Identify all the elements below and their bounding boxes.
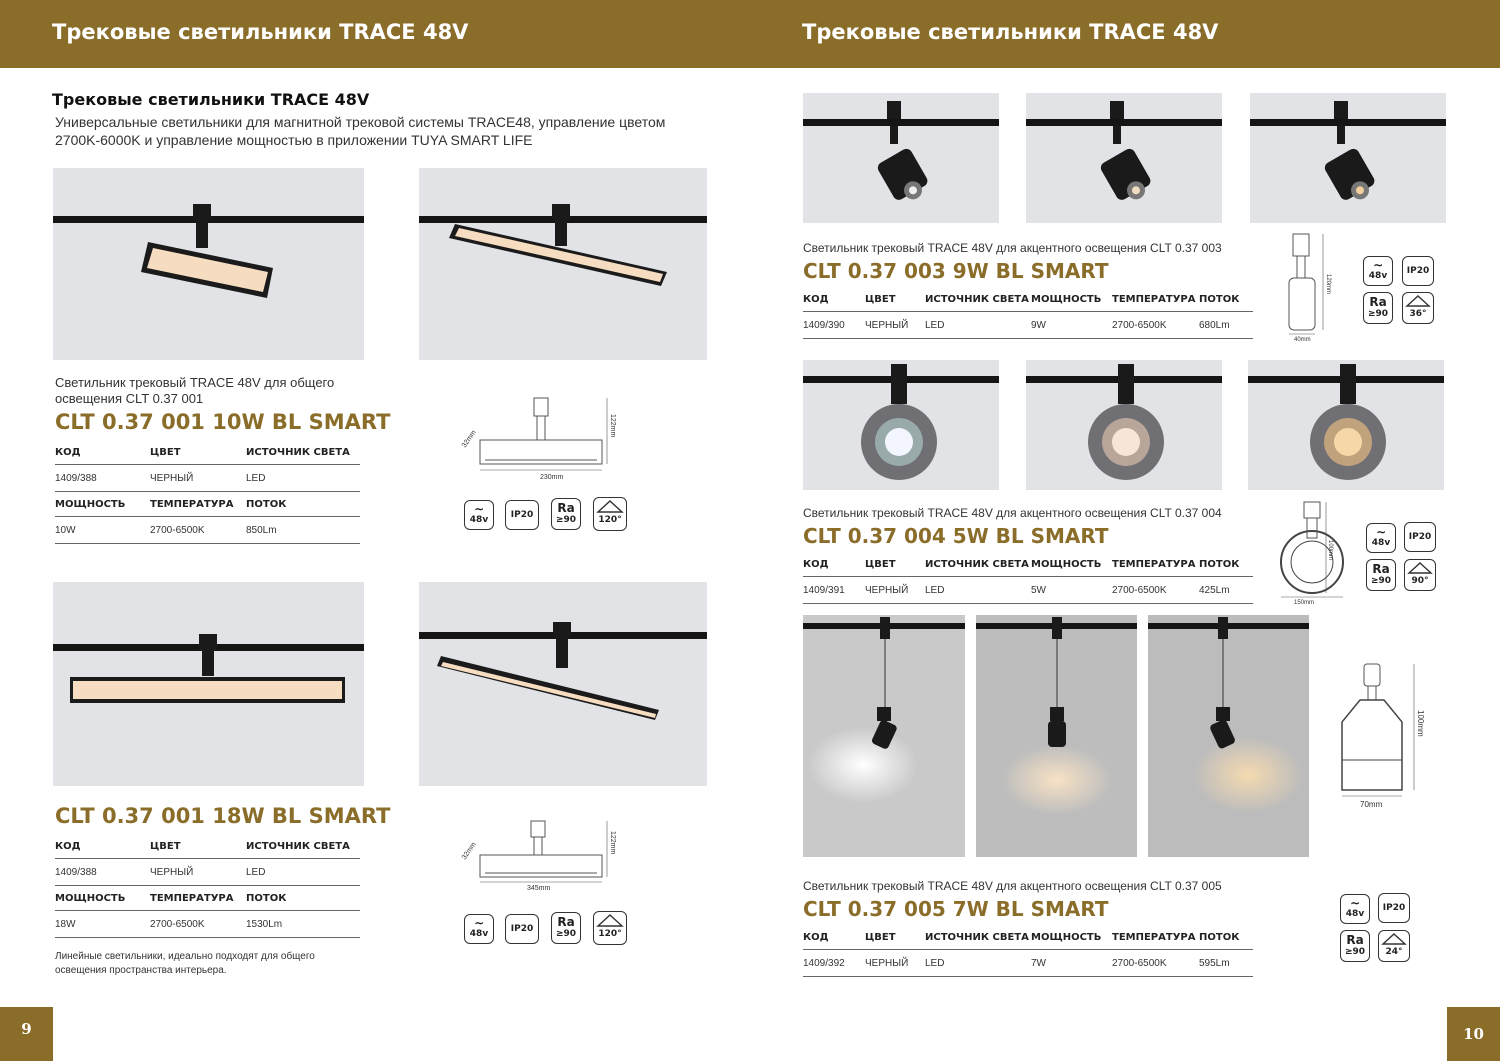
product2-photo-angle bbox=[419, 582, 707, 786]
header-color: ЦВЕТ bbox=[865, 925, 925, 950]
table-row bbox=[55, 859, 360, 886]
wave-icon: ∼ bbox=[1349, 896, 1361, 910]
value-code: 1409/392 bbox=[803, 950, 865, 977]
product4-photo-1 bbox=[803, 360, 999, 490]
product5-photo-3 bbox=[1148, 615, 1309, 857]
header-code: КОД bbox=[803, 287, 865, 312]
value-color: ЧЕРНЫЙ bbox=[865, 950, 925, 977]
value-temperature: 2700-6500K bbox=[150, 517, 246, 544]
product5-desc: Светильник трековый TRACE 48V для акцентного освещения CLT 0.37 005 bbox=[803, 879, 1222, 893]
product3-desc: Светильник трековый TRACE 48V для акцентного освещения CLT 0.37 003 bbox=[803, 241, 1222, 255]
table-row bbox=[55, 465, 360, 492]
table-row bbox=[55, 886, 360, 911]
value-flux: 595Lm bbox=[1199, 950, 1253, 977]
product1-photo-front bbox=[53, 168, 364, 360]
ip-badge: IP20 bbox=[1378, 893, 1410, 923]
ra-badge: Ra ≥90 bbox=[1340, 930, 1370, 962]
product4-dim-height: 100mm bbox=[1327, 540, 1333, 561]
product1-photo-angle bbox=[419, 168, 707, 360]
table-row bbox=[55, 834, 360, 859]
value-temperature: 2700-6500K bbox=[1112, 950, 1199, 977]
value-flux: 680Lm bbox=[1199, 312, 1253, 339]
header-flux: ПОТОК bbox=[1199, 552, 1253, 577]
ra-badge: Ra ≥90 bbox=[1366, 559, 1396, 591]
product4-name: CLT 0.37 004 5W BL SMART bbox=[803, 524, 1109, 548]
wave-icon: ∼ bbox=[473, 502, 485, 516]
header-temperature: ТЕМПЕРАТУРА bbox=[150, 492, 246, 517]
product4-spec-table bbox=[803, 552, 1253, 604]
product3-dim-height: 120mm bbox=[1325, 274, 1331, 295]
table-row bbox=[803, 552, 1253, 577]
ip-badge: IP20 bbox=[505, 914, 539, 944]
value-color: ЧЕРНЫЙ bbox=[865, 312, 925, 339]
table-row bbox=[803, 287, 1253, 312]
product1-dim-depth: 32mm bbox=[460, 429, 478, 450]
product5-name: CLT 0.37 005 7W BL SMART bbox=[803, 897, 1109, 921]
product3-spec-table bbox=[803, 287, 1253, 339]
voltage-badge: ∼ 48v bbox=[1366, 523, 1396, 553]
ra-badge: Ra ≥90 bbox=[551, 912, 581, 944]
value-color: ЧЕРНЫЙ bbox=[150, 859, 246, 886]
header-power: МОЩНОСТЬ bbox=[55, 886, 150, 911]
table-row bbox=[803, 925, 1253, 950]
product5-dim-height: 100mm bbox=[1416, 710, 1425, 737]
product2-photo-front bbox=[53, 582, 364, 786]
header-color: ЦВЕТ bbox=[865, 287, 925, 312]
value-color: ЧЕРНЫЙ bbox=[865, 577, 925, 604]
header-light-source: ИСТОЧНИК СВЕТА bbox=[246, 834, 360, 859]
ra-badge: Ra ≥90 bbox=[551, 498, 581, 530]
product2-name: CLT 0.37 001 18W BL SMART bbox=[55, 804, 391, 828]
product1-dimension-drawing bbox=[455, 390, 625, 490]
wave-icon: ∼ bbox=[1372, 258, 1384, 272]
header-power: МОЩНОСТЬ bbox=[1031, 925, 1112, 950]
beam-angle-badge: 90° bbox=[1404, 559, 1436, 591]
value-power: 18W bbox=[55, 911, 150, 938]
ip-badge: IP20 bbox=[1404, 522, 1436, 552]
product5-spec-table bbox=[803, 925, 1253, 977]
product2-dim-width: 345mm bbox=[527, 885, 551, 892]
value-power: 5W bbox=[1031, 577, 1112, 604]
left-header-bar bbox=[0, 0, 760, 68]
value-light-source: LED bbox=[925, 577, 1031, 604]
product4-photo-2 bbox=[1026, 360, 1222, 490]
header-power: МОЩНОСТЬ bbox=[1031, 287, 1112, 312]
product3-photo-2 bbox=[1026, 93, 1222, 223]
table-row bbox=[803, 577, 1253, 604]
ip-badge: IP20 bbox=[505, 500, 539, 530]
header-power: МОЩНОСТЬ bbox=[55, 492, 150, 517]
table-row bbox=[55, 911, 360, 938]
value-flux: 850Lm bbox=[246, 517, 360, 544]
value-code: 1409/388 bbox=[55, 859, 150, 886]
value-temperature: 2700-6500K bbox=[150, 911, 246, 938]
product5-photo-2 bbox=[976, 615, 1137, 857]
intro-line-1: Универсальные светильники для магнитной трековой системы TRACE48, управление цветом bbox=[55, 114, 666, 130]
product5-photo-1 bbox=[803, 615, 965, 857]
header-light-source: ИСТОЧНИК СВЕТА bbox=[925, 287, 1031, 312]
value-code: 1409/390 bbox=[803, 312, 865, 339]
value-flux: 1530Lm bbox=[246, 911, 360, 938]
value-flux: 425Lm bbox=[1199, 577, 1253, 604]
header-temperature: ТЕМПЕРАТУРА bbox=[1112, 287, 1199, 312]
header-flux: ПОТОК bbox=[246, 492, 360, 517]
table-row bbox=[55, 517, 360, 544]
beam-angle-icon bbox=[594, 500, 626, 514]
product3-name: CLT 0.37 003 9W BL SMART bbox=[803, 259, 1109, 283]
beam-angle-badge: 24° bbox=[1378, 930, 1410, 962]
header-power: МОЩНОСТЬ bbox=[1031, 552, 1112, 577]
value-temperature: 2700-6500K bbox=[1112, 312, 1199, 339]
product4-dimension-drawing bbox=[1272, 498, 1357, 608]
left-header-title: Трековые светильники TRACE 48V bbox=[52, 20, 469, 44]
header-color: ЦВЕТ bbox=[150, 834, 246, 859]
ra-badge: Ra ≥90 bbox=[1363, 292, 1393, 324]
value-light-source: LED bbox=[246, 465, 360, 492]
product1-dim-width: 230mm bbox=[540, 474, 564, 481]
header-code: КОД bbox=[55, 834, 150, 859]
value-light-source: LED bbox=[246, 859, 360, 886]
page-number-left: 9 bbox=[0, 1007, 53, 1061]
product2-note-line-1: Линейные светильники, идеально подходят для общего bbox=[55, 951, 315, 962]
header-light-source: ИСТОЧНИК СВЕТА bbox=[925, 925, 1031, 950]
value-power: 7W bbox=[1031, 950, 1112, 977]
value-temperature: 2700-6500K bbox=[1112, 577, 1199, 604]
value-power: 10W bbox=[55, 517, 150, 544]
right-header-title: Трековые светильники TRACE 48V bbox=[802, 20, 1219, 44]
value-color: ЧЕРНЫЙ bbox=[150, 465, 246, 492]
product1-dim-height: 122mm bbox=[609, 414, 616, 438]
value-light-source: LED bbox=[925, 950, 1031, 977]
beam-angle-icon bbox=[1405, 562, 1435, 575]
header-light-source: ИСТОЧНИК СВЕТА bbox=[925, 552, 1031, 577]
wave-icon: ∼ bbox=[473, 916, 485, 930]
product2-dimension-drawing bbox=[455, 815, 625, 895]
page-number-right: 10 bbox=[1447, 1007, 1500, 1061]
product1-desc-line-2: освещения CLT 0.37 001 bbox=[55, 391, 204, 406]
section-title: Трековые светильники TRACE 48V bbox=[52, 90, 370, 109]
value-power: 9W bbox=[1031, 312, 1112, 339]
header-color: ЦВЕТ bbox=[865, 552, 925, 577]
product5-dimension-drawing bbox=[1330, 660, 1430, 815]
header-flux: ПОТОК bbox=[1199, 287, 1253, 312]
intro-line-2: 2700K-6000K и управление мощностью в приложении TUYA SMART LIFE bbox=[55, 132, 533, 148]
voltage-badge: ∼ 48v bbox=[1340, 894, 1370, 924]
beam-angle-badge: 120° bbox=[593, 497, 627, 531]
voltage-badge: ∼ 48v bbox=[464, 500, 494, 530]
table-row bbox=[55, 440, 360, 465]
header-temperature: ТЕМПЕРАТУРА bbox=[1112, 552, 1199, 577]
product1-name: CLT 0.37 001 10W BL SMART bbox=[55, 410, 391, 434]
product5-dim-width: 70mm bbox=[1360, 800, 1383, 809]
voltage-badge: ∼ 48v bbox=[464, 914, 494, 944]
value-code: 1409/388 bbox=[55, 465, 150, 492]
header-code: КОД bbox=[803, 552, 865, 577]
table-row bbox=[803, 950, 1253, 977]
table-row bbox=[803, 312, 1253, 339]
product4-photo-3 bbox=[1248, 360, 1444, 490]
product1-spec-table bbox=[55, 440, 360, 544]
header-flux: ПОТОК bbox=[246, 886, 360, 911]
product2-spec-table bbox=[55, 834, 360, 938]
product3-photo-3 bbox=[1250, 93, 1446, 223]
voltage-badge: ∼ 48v bbox=[1363, 256, 1393, 286]
header-temperature: ТЕМПЕРАТУРА bbox=[150, 886, 246, 911]
product4-desc: Светильник трековый TRACE 48V для акцентного освещения CLT 0.37 004 bbox=[803, 506, 1222, 520]
table-row bbox=[55, 492, 360, 517]
product2-dim-depth: 32mm bbox=[460, 841, 478, 862]
beam-angle-badge: 36° bbox=[1402, 292, 1434, 324]
product2-dim-height: 122mm bbox=[609, 831, 616, 855]
product4-dim-width: 150mm bbox=[1294, 600, 1315, 606]
wave-icon: ∼ bbox=[1375, 525, 1387, 539]
header-color: ЦВЕТ bbox=[150, 440, 246, 465]
header-light-source: ИСТОЧНИК СВЕТА bbox=[246, 440, 360, 465]
right-header-bar bbox=[740, 0, 1500, 68]
beam-angle-icon bbox=[594, 914, 626, 928]
product3-photo-1 bbox=[803, 93, 999, 223]
header-code: КОД bbox=[55, 440, 150, 465]
value-code: 1409/391 bbox=[803, 577, 865, 604]
beam-angle-icon bbox=[1403, 295, 1433, 308]
beam-angle-icon bbox=[1379, 933, 1409, 946]
product3-dimension-drawing bbox=[1275, 230, 1340, 345]
product3-dim-width: 40mm bbox=[1294, 337, 1311, 343]
header-code: КОД bbox=[803, 925, 865, 950]
header-flux: ПОТОК bbox=[1199, 925, 1253, 950]
product2-note-line-2: освещения пространства интерьера. bbox=[55, 965, 227, 976]
ip-badge: IP20 bbox=[1402, 256, 1434, 286]
product1-desc-line-1: Светильник трековый TRACE 48V для общего bbox=[55, 375, 335, 390]
beam-angle-badge: 120° bbox=[593, 911, 627, 945]
value-light-source: LED bbox=[925, 312, 1031, 339]
header-temperature: ТЕМПЕРАТУРА bbox=[1112, 925, 1199, 950]
